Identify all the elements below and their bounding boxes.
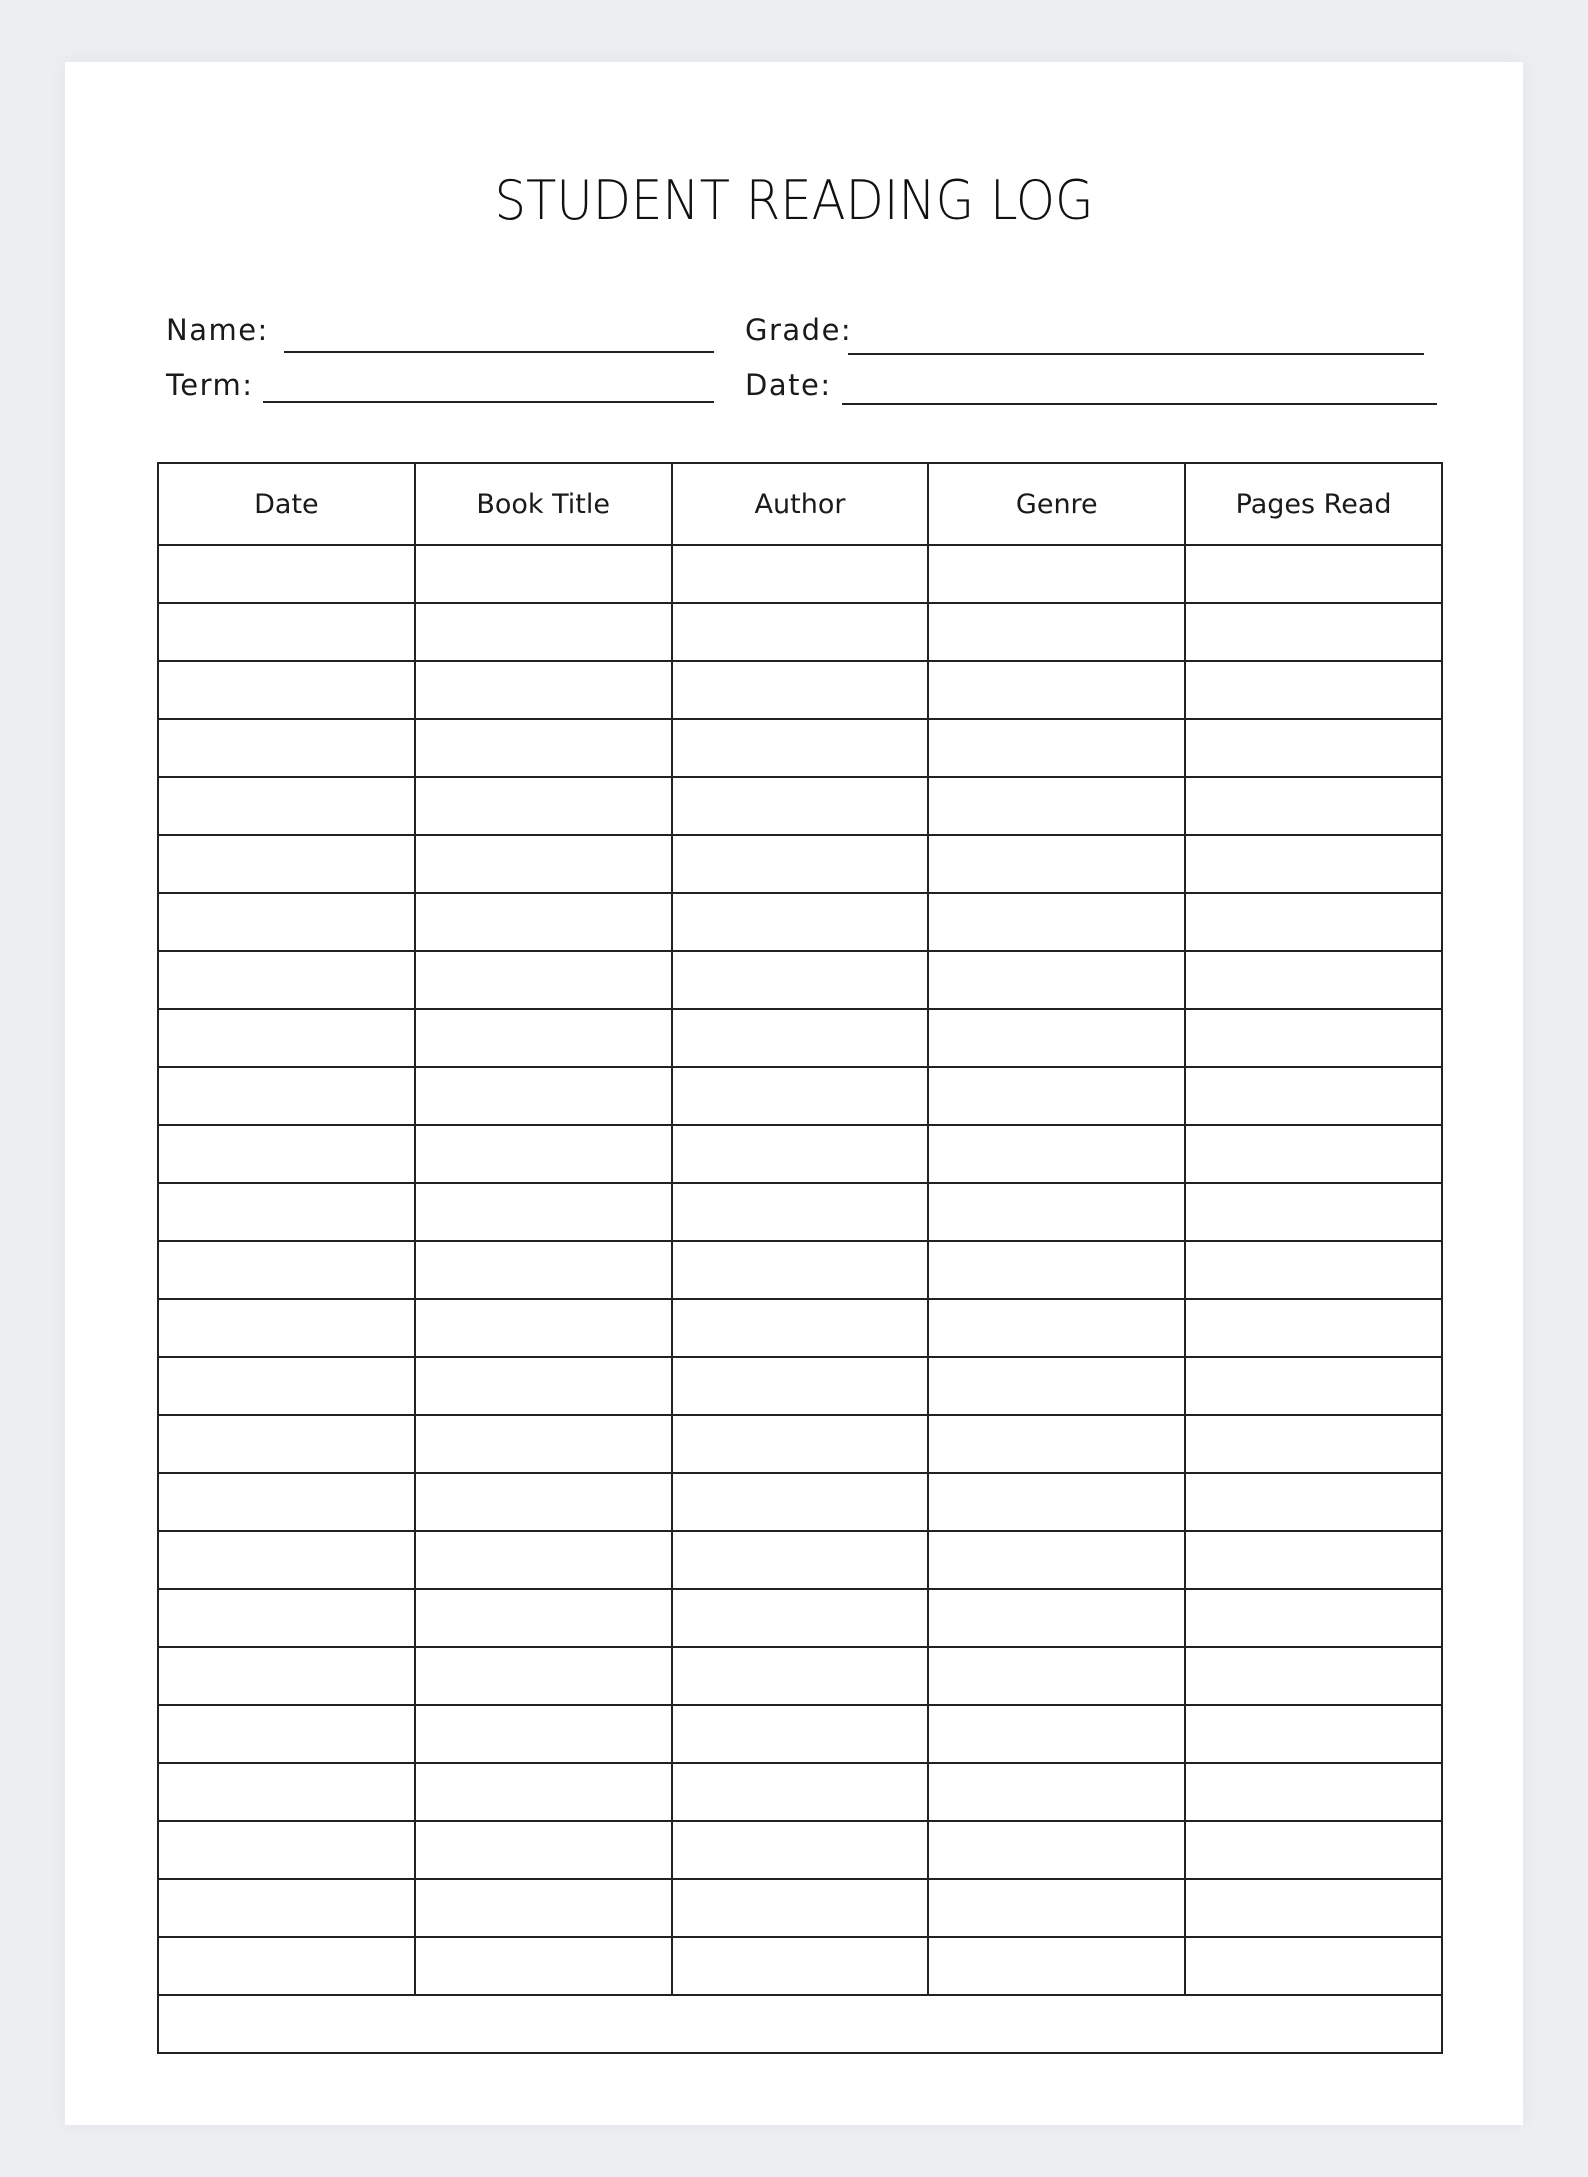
log-cell[interactable] (1185, 1763, 1442, 1821)
log-cell[interactable] (158, 1589, 415, 1647)
log-cell[interactable] (672, 1879, 929, 1937)
log-cell[interactable] (928, 1473, 1185, 1531)
log-cell[interactable] (928, 1531, 1185, 1589)
log-cell[interactable] (415, 1763, 672, 1821)
log-cell[interactable] (1185, 1357, 1442, 1415)
log-cell[interactable] (158, 1299, 415, 1357)
table-row (158, 777, 1442, 835)
column-header-date: Date (158, 463, 415, 545)
log-cell[interactable] (415, 1879, 672, 1937)
log-cell[interactable] (672, 1067, 929, 1125)
log-cell[interactable] (1185, 1125, 1442, 1183)
log-cell[interactable] (415, 1357, 672, 1415)
grade-input-line[interactable] (848, 353, 1424, 355)
log-cell[interactable] (158, 1705, 415, 1763)
log-cell[interactable] (158, 545, 415, 603)
grade-label: Grade: (745, 313, 853, 347)
log-cell[interactable] (158, 1357, 415, 1415)
table-row (158, 1705, 1442, 1763)
log-cell[interactable] (1185, 893, 1442, 951)
log-cell[interactable] (672, 1473, 929, 1531)
table-row (158, 1473, 1442, 1531)
log-cell[interactable] (672, 1415, 929, 1473)
log-cell[interactable] (928, 835, 1185, 893)
table-row (158, 1647, 1442, 1705)
log-cell[interactable] (158, 1647, 415, 1705)
log-cell[interactable] (415, 661, 672, 719)
log-cell[interactable] (158, 1531, 415, 1589)
table-row (158, 1009, 1442, 1067)
log-cell[interactable] (928, 1705, 1185, 1763)
table-row (158, 661, 1442, 719)
table-row (158, 1763, 1442, 1821)
log-cell[interactable] (672, 1937, 929, 1995)
log-cell[interactable] (158, 951, 415, 1009)
log-cell[interactable] (1185, 719, 1442, 777)
log-cell[interactable] (928, 951, 1185, 1009)
log-cell[interactable] (415, 951, 672, 1009)
table-row (158, 1589, 1442, 1647)
log-cell[interactable] (672, 1125, 929, 1183)
table-row (158, 1125, 1442, 1183)
log-cell[interactable] (928, 1647, 1185, 1705)
log-cell[interactable] (1185, 1009, 1442, 1067)
log-cell[interactable] (415, 545, 672, 603)
table-row (158, 951, 1442, 1009)
log-cell[interactable] (672, 1009, 929, 1067)
log-cell[interactable] (1185, 1937, 1442, 1995)
log-cell[interactable] (415, 1531, 672, 1589)
table-row (158, 603, 1442, 661)
table-row (158, 1415, 1442, 1473)
log-cell[interactable] (672, 893, 929, 951)
log-cell[interactable] (928, 1241, 1185, 1299)
log-cell[interactable] (415, 1009, 672, 1067)
log-cell[interactable] (1185, 1241, 1442, 1299)
log-cell[interactable] (158, 603, 415, 661)
log-cell[interactable] (415, 1647, 672, 1705)
log-cell[interactable] (158, 1415, 415, 1473)
table-row (158, 1531, 1442, 1589)
log-cell[interactable] (415, 603, 672, 661)
log-cell[interactable] (1185, 951, 1442, 1009)
log-cell[interactable] (158, 1009, 415, 1067)
log-cell[interactable] (928, 1357, 1185, 1415)
log-cell[interactable] (928, 719, 1185, 777)
log-cell[interactable] (1185, 777, 1442, 835)
log-cell[interactable] (415, 1183, 672, 1241)
log-cell[interactable] (158, 1241, 415, 1299)
log-cell[interactable] (1185, 835, 1442, 893)
log-cell[interactable] (415, 1067, 672, 1125)
log-cell[interactable] (1185, 1705, 1442, 1763)
log-cell[interactable] (672, 1241, 929, 1299)
log-cell[interactable] (1185, 1183, 1442, 1241)
log-cell[interactable] (928, 1299, 1185, 1357)
footer-cell[interactable] (158, 1995, 1442, 2053)
log-cell[interactable] (415, 1937, 672, 1995)
log-cell[interactable] (928, 603, 1185, 661)
log-cell[interactable] (158, 1763, 415, 1821)
table-row (158, 719, 1442, 777)
log-cell[interactable] (158, 777, 415, 835)
table-row (158, 835, 1442, 893)
log-cell[interactable] (928, 1067, 1185, 1125)
log-cell[interactable] (672, 1821, 929, 1879)
log-cell[interactable] (672, 1705, 929, 1763)
log-cell[interactable] (158, 1937, 415, 1995)
table-header-row (158, 463, 1442, 545)
log-cell[interactable] (415, 1125, 672, 1183)
table-row (158, 893, 1442, 951)
log-cell[interactable] (672, 661, 929, 719)
log-cell[interactable] (415, 1241, 672, 1299)
table-footer-row (158, 1995, 1442, 2053)
page-title: STUDENT READING LOG (494, 169, 1094, 232)
log-cell[interactable] (672, 951, 929, 1009)
log-cell[interactable] (1185, 1589, 1442, 1647)
log-cell[interactable] (158, 1067, 415, 1125)
log-cell[interactable] (158, 1821, 415, 1879)
column-header-genre: Genre (928, 463, 1185, 545)
name-input-line[interactable] (284, 351, 714, 353)
column-header-author: Author (672, 463, 929, 545)
log-cell[interactable] (672, 603, 929, 661)
log-cell[interactable] (928, 777, 1185, 835)
log-cell[interactable] (928, 1879, 1185, 1937)
table-row (158, 1067, 1442, 1125)
log-cell[interactable] (672, 1183, 929, 1241)
table-row (158, 1937, 1442, 1995)
log-cell[interactable] (1185, 1415, 1442, 1473)
log-cell[interactable] (415, 893, 672, 951)
log-cell[interactable] (672, 1357, 929, 1415)
table-row (158, 1821, 1442, 1879)
log-cell[interactable] (1185, 1821, 1442, 1879)
column-header-pages-read: Pages Read (1185, 463, 1442, 545)
table-row (158, 1299, 1442, 1357)
reading-log-sheet (65, 62, 1523, 2125)
log-cell[interactable] (415, 719, 672, 777)
reading-log-table (157, 462, 1443, 2054)
name-label: Name: (166, 313, 269, 347)
log-cell[interactable] (158, 1125, 415, 1183)
log-cell[interactable] (928, 893, 1185, 951)
table-row (158, 1183, 1442, 1241)
log-cell[interactable] (672, 1531, 929, 1589)
log-cell[interactable] (415, 1415, 672, 1473)
log-cell[interactable] (158, 893, 415, 951)
log-cell[interactable] (158, 1183, 415, 1241)
date-input-line[interactable] (842, 403, 1437, 405)
log-cell[interactable] (158, 835, 415, 893)
table-row (158, 1879, 1442, 1937)
grade-field[interactable] (745, 313, 1445, 353)
log-cell[interactable] (672, 719, 929, 777)
log-cell[interactable] (928, 1821, 1185, 1879)
log-cell[interactable] (415, 777, 672, 835)
log-cell[interactable] (672, 835, 929, 893)
date-field[interactable] (745, 368, 1445, 408)
log-cell[interactable] (415, 1473, 672, 1531)
log-cell[interactable] (928, 1009, 1185, 1067)
name-field[interactable] (166, 313, 771, 353)
log-cell[interactable] (415, 1299, 672, 1357)
log-cell[interactable] (928, 545, 1185, 603)
date-label: Date: (745, 368, 832, 402)
term-label: Term: (166, 368, 254, 402)
log-cell[interactable] (1185, 1879, 1442, 1937)
log-cell[interactable] (158, 1473, 415, 1531)
log-cell[interactable] (1185, 1531, 1442, 1589)
table-row (158, 1241, 1442, 1299)
log-cell[interactable] (672, 1647, 929, 1705)
log-cell[interactable] (415, 1589, 672, 1647)
log-cell[interactable] (1185, 1473, 1442, 1531)
log-cell[interactable] (672, 545, 929, 603)
log-cell[interactable] (415, 1705, 672, 1763)
log-cell[interactable] (1185, 1067, 1442, 1125)
column-header-book-title: Book Title (415, 463, 672, 545)
log-cell[interactable] (158, 1879, 415, 1937)
log-cell[interactable] (672, 1763, 929, 1821)
table-body (158, 545, 1442, 2053)
term-field[interactable] (166, 368, 771, 408)
log-cell[interactable] (672, 777, 929, 835)
term-input-line[interactable] (263, 401, 714, 403)
log-cell[interactable] (928, 1125, 1185, 1183)
log-cell[interactable] (928, 1415, 1185, 1473)
log-cell[interactable] (928, 1183, 1185, 1241)
log-cell[interactable] (415, 1821, 672, 1879)
log-cell[interactable] (1185, 661, 1442, 719)
table-row (158, 545, 1442, 603)
log-cell[interactable] (928, 1763, 1185, 1821)
log-cell[interactable] (158, 661, 415, 719)
log-cell[interactable] (928, 1937, 1185, 1995)
table-row (158, 1357, 1442, 1415)
log-cell[interactable] (672, 1299, 929, 1357)
log-cell[interactable] (158, 719, 415, 777)
log-cell[interactable] (672, 1589, 929, 1647)
log-cell[interactable] (1185, 1299, 1442, 1357)
log-cell[interactable] (928, 661, 1185, 719)
log-cell[interactable] (415, 835, 672, 893)
log-cell[interactable] (928, 1589, 1185, 1647)
log-cell[interactable] (1185, 545, 1442, 603)
log-cell[interactable] (1185, 603, 1442, 661)
log-cell[interactable] (1185, 1647, 1442, 1705)
